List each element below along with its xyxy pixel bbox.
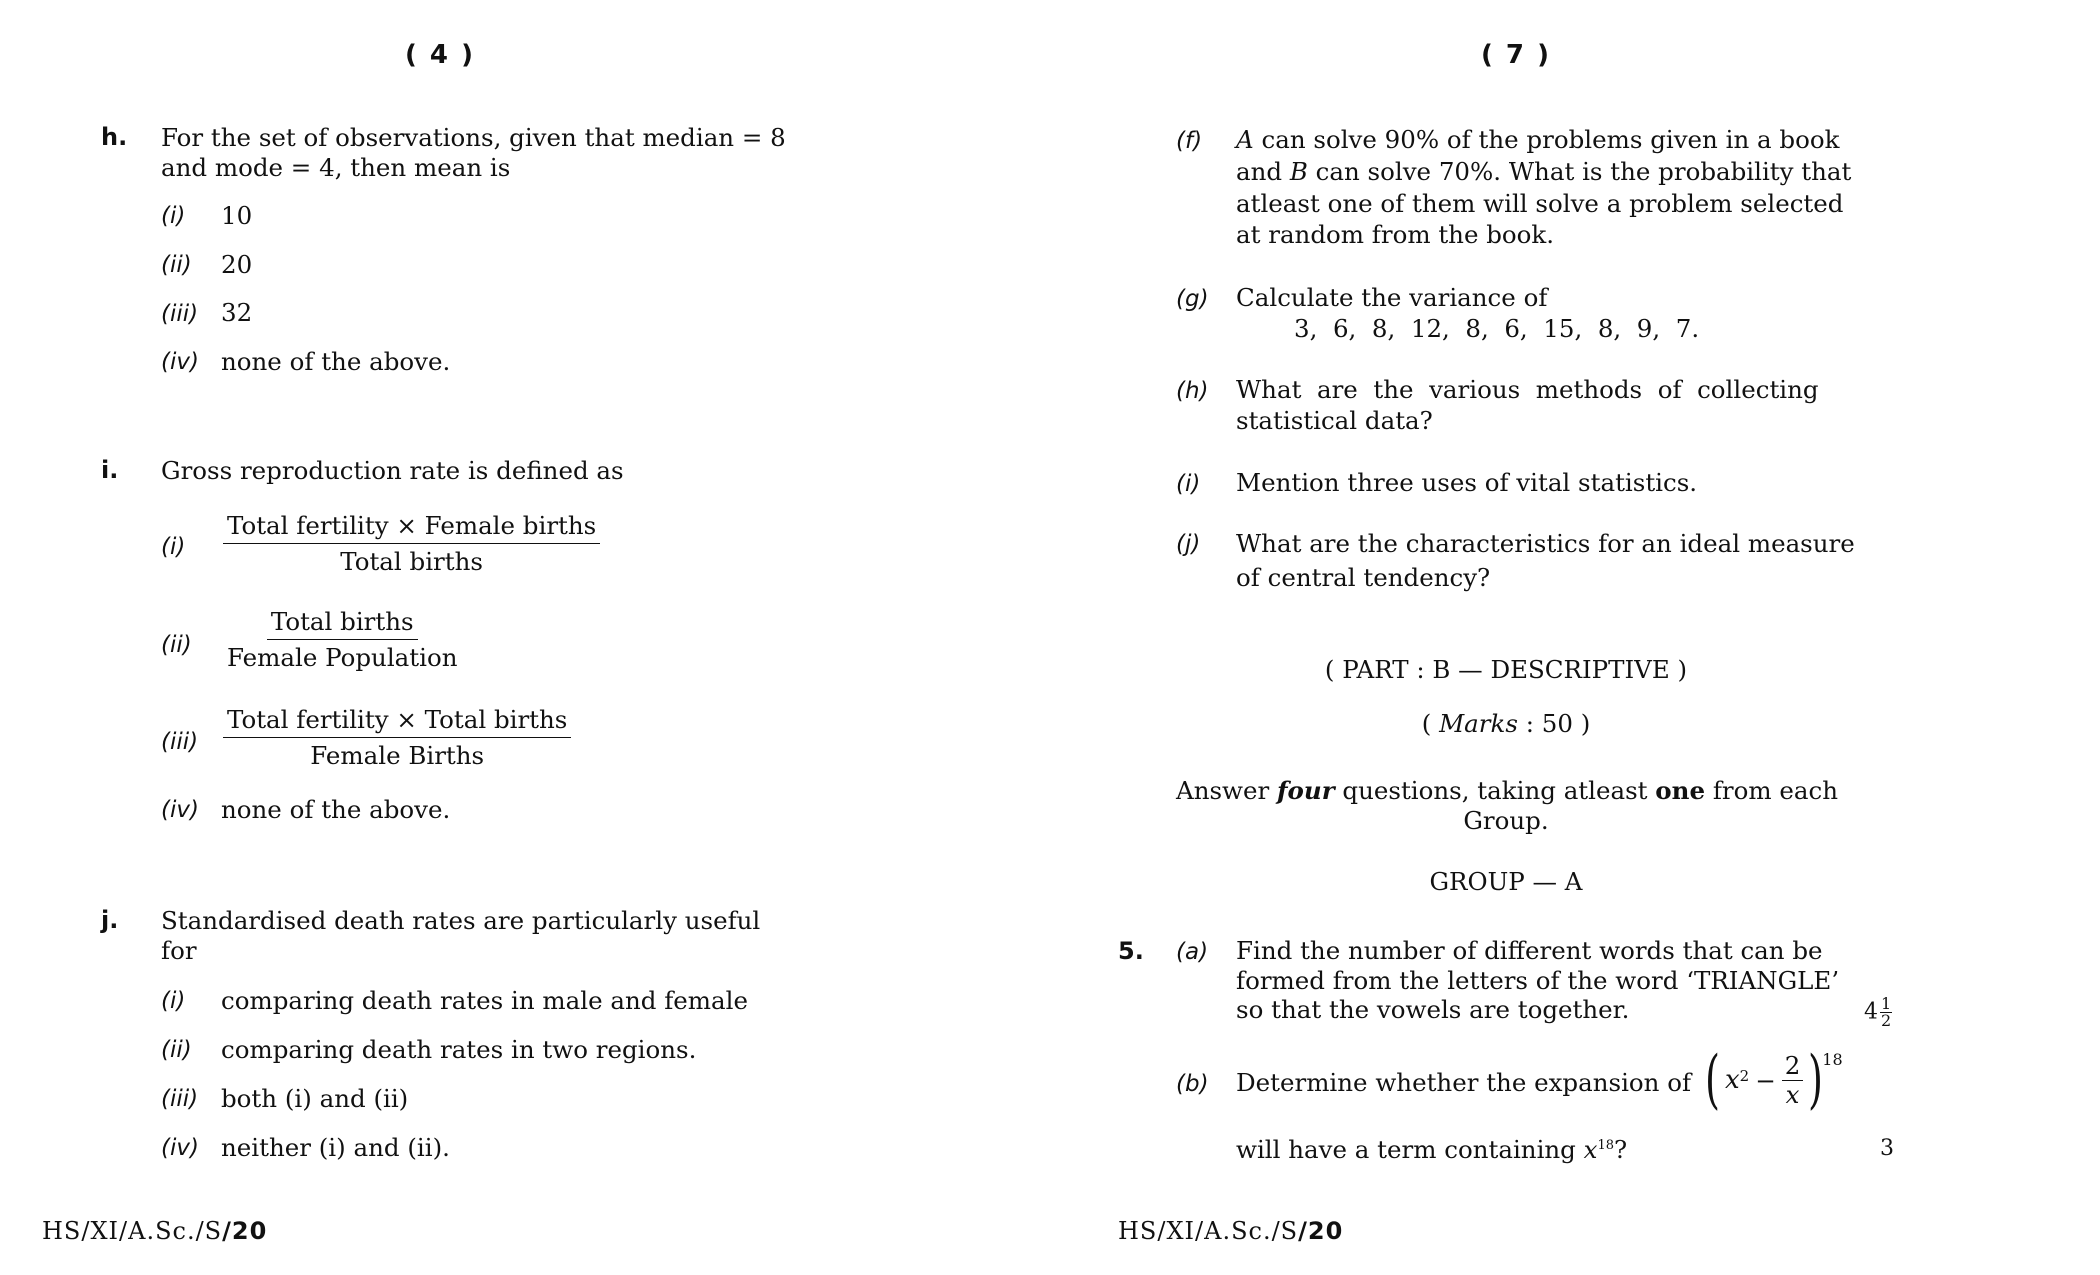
footer-code-text: HS/XI/A.Sc./S — [1118, 1217, 1299, 1245]
variable-b: B — [1289, 157, 1308, 186]
question-text: so that the vowels are together. — [1236, 995, 1630, 1024]
question-label: j. — [101, 906, 119, 934]
question-text: What are the characteristics for an ideal measure — [1236, 529, 1855, 558]
group-heading: GROUP — A — [1429, 867, 1583, 896]
expr-exponent: 2 — [1739, 1066, 1750, 1085]
question-text: for — [161, 936, 197, 965]
question-text — [1236, 124, 1839, 155]
data-values: 3, 6, 8, 12, 8, 6, 15, 8, 9, 7. — [1294, 314, 1700, 343]
expr-fraction — [1782, 1050, 1804, 1109]
question-label: (h) — [1176, 378, 1209, 404]
instruction-part: Answer — [1176, 776, 1278, 805]
term-power: 18 — [1597, 1138, 1615, 1153]
instruction-part: questions, taking atleast — [1334, 776, 1656, 805]
option-label: (iii) — [161, 1086, 199, 1112]
marks-text-part: : 50 ) — [1517, 709, 1591, 738]
instruction-part: from each — [1705, 776, 1838, 805]
question-text: at random from the book. — [1236, 220, 1555, 249]
question-label: h. — [101, 123, 128, 151]
marks-heading — [1176, 708, 1836, 739]
question-label: (b) — [1176, 1071, 1209, 1097]
marks-value — [1864, 996, 1892, 1029]
option-text: comparing death rates in male and female — [221, 986, 748, 1015]
marks-denominator: 2 — [1881, 1011, 1892, 1030]
footer-code — [1118, 1216, 1343, 1247]
option-text: both (i) and (ii) — [221, 1084, 409, 1113]
question-label: i. — [101, 456, 119, 484]
expr-power: 18 — [1822, 1050, 1843, 1069]
fraction — [223, 510, 600, 577]
question-text: and mode = 4, then mean is — [161, 153, 511, 182]
instruction-emphasis: four — [1277, 776, 1335, 805]
question-text-part: ? — [1614, 1135, 1628, 1165]
option-label: (i) — [161, 203, 186, 229]
term-variable: x — [1583, 1135, 1598, 1165]
question-label: (j) — [1176, 531, 1201, 557]
question-text: formed from the letters of the word ‘TRIANGLE’ — [1236, 966, 1840, 995]
footer-code-text: HS/XI/A.Sc./S — [42, 1217, 223, 1245]
marks-word: Marks — [1439, 709, 1518, 738]
option-text: neither (i) and (ii). — [221, 1133, 450, 1162]
option-label: (i) — [161, 534, 186, 560]
option-text: none of the above. — [221, 795, 451, 824]
question-text: What are the various methods of collecting — [1236, 375, 1819, 404]
instruction-emphasis: one — [1655, 776, 1706, 805]
fraction-numerator: Total fertility × Female births — [223, 510, 600, 544]
question-text-part: can solve 90% of the problems given in a book — [1253, 125, 1840, 154]
question-text-part: can solve 70%. What is the probability that — [1307, 157, 1852, 186]
question-label: (a) — [1176, 939, 1209, 965]
option-label: (iv) — [161, 797, 199, 823]
expr-numerator: 2 — [1782, 1053, 1804, 1081]
fraction-denominator: Female Births — [310, 741, 485, 770]
question-text-part: will have a term containing — [1236, 1135, 1584, 1165]
option-label: (ii) — [161, 632, 192, 658]
left-paren: ( — [1704, 1043, 1720, 1117]
variable-a: A — [1236, 125, 1254, 154]
marks-text-part: ( — [1421, 709, 1440, 738]
option-label: (ii) — [161, 252, 192, 278]
option-text: 20 — [221, 250, 253, 279]
fraction-denominator: Total births — [340, 547, 483, 576]
option-label: (iii) — [161, 729, 199, 755]
binomial-expression — [1700, 1040, 1843, 1120]
option-label: (iii) — [161, 301, 199, 327]
page-number: ( 7 ) — [1481, 40, 1551, 70]
option-text: none of the above. — [221, 347, 451, 376]
option-label: (iv) — [161, 349, 199, 375]
fraction — [223, 606, 461, 673]
marks-value: 3 — [1880, 1136, 1894, 1161]
question-text: Gross reproduction rate is defined as — [161, 456, 624, 485]
footer-year: /20 — [222, 1217, 268, 1245]
question-text — [1236, 156, 1851, 187]
option-text: comparing death rates in two regions. — [221, 1035, 697, 1064]
marks-numerator: 1 — [1881, 994, 1892, 1013]
question-text: For the set of observations, given that median = 8 — [161, 123, 786, 152]
instruction — [1176, 775, 1836, 806]
footer-code — [42, 1216, 267, 1247]
question-label: (f) — [1176, 128, 1203, 154]
question-text: atleast one of them will solve a problem selected — [1236, 189, 1844, 218]
fraction — [223, 704, 571, 771]
fraction-denominator: Female Population — [227, 643, 458, 672]
question-text: Mention three uses of vital statistics. — [1236, 468, 1698, 497]
option-text: 32 — [221, 298, 253, 327]
question-text: statistical data? — [1236, 406, 1433, 435]
marks-fraction — [1880, 996, 1892, 1029]
marks-whole: 4 — [1864, 999, 1878, 1025]
question-label: (i) — [1176, 471, 1201, 497]
question-text: Find the number of different words that can be — [1236, 936, 1823, 965]
question-text-part: and — [1236, 157, 1290, 186]
expr-denominator: x — [1785, 1079, 1800, 1109]
expr-minus: − — [1755, 1065, 1776, 1095]
option-label: (ii) — [161, 1037, 192, 1063]
fraction-numerator: Total fertility × Total births — [223, 704, 571, 738]
option-text: 10 — [221, 201, 253, 230]
fraction-numerator: Total births — [267, 606, 418, 640]
expr-variable: x — [1724, 1064, 1740, 1095]
question-text: Standardised death rates are particularly useful — [161, 906, 761, 935]
page-number: ( 4 ) — [405, 40, 475, 70]
question-text: Determine whether the expansion of — [1236, 1068, 1692, 1097]
question-text: of central tendency? — [1236, 563, 1491, 592]
part-heading: ( PART : B — DESCRIPTIVE ) — [1324, 655, 1688, 684]
right-paren: ) — [1808, 1043, 1824, 1117]
instruction-line2: Group. — [1463, 806, 1549, 835]
option-label: (i) — [161, 988, 186, 1014]
question-text: Calculate the variance of — [1236, 283, 1548, 312]
option-label: (iv) — [161, 1135, 199, 1161]
question-number: 5. — [1118, 937, 1144, 965]
question-label: (g) — [1176, 286, 1209, 312]
footer-year: /20 — [1298, 1217, 1344, 1245]
question-text — [1236, 1130, 1627, 1165]
